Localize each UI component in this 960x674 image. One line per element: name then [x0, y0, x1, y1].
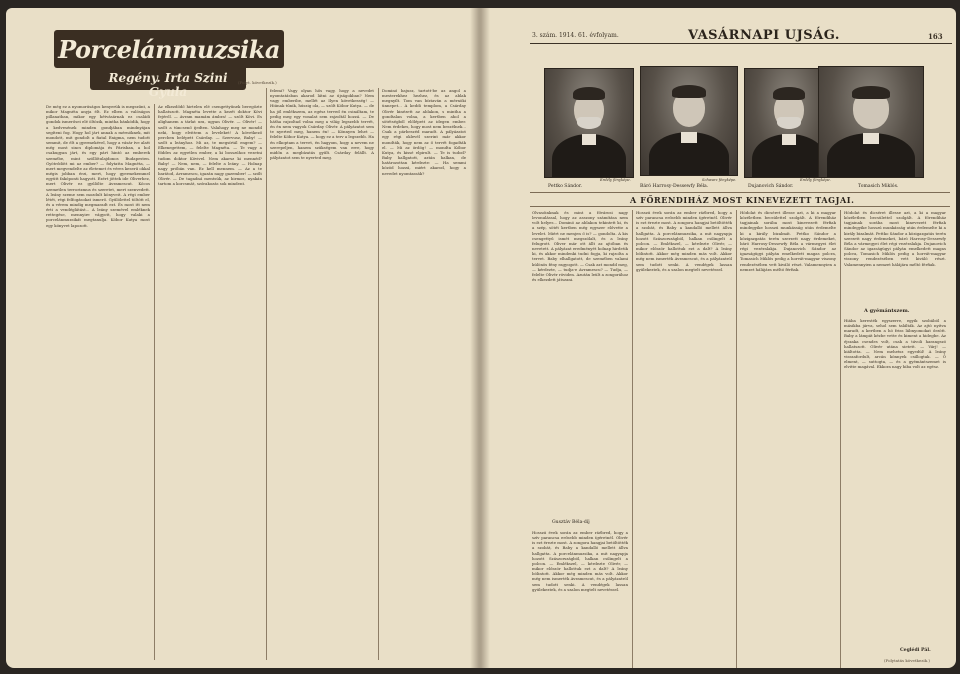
page-number: 163 [928, 32, 943, 41]
article-column-1b: Hosszú évek során az ember ráébred, hogy a szív parancsa erősebb minden ígéretnél. Olivér is ezt érezte most. A zongora hangjai betöltötték a szobát, és Baby a kandalló mellett állva hallgatta. A porcelánmuzsika, a mit nagyapja hozott Szászországból, halkan csilingelt a polcon. — Emlékszel, — kérdezte Olivér, — mikor először hallottuk ezt a dalt? A leány bólintott. Akkor még minden más volt. Akkor még nem ismerték Avramescut, és a pályázatról sem tudott senki. A vendégek lassan gyülekeztek, és a szalon megtelt nevetéssel. [532, 530, 628, 592]
header-rule [530, 43, 952, 44]
article-subhead-2: A gyémántszem. [864, 308, 910, 314]
journal-title: VASÁRNAPI UJSÁG. [688, 28, 840, 43]
left-page [6, 8, 480, 668]
photo-caption-2: Báró Harrosy-Dessewfy Béla. [640, 184, 709, 189]
article-column-1: Olvasóinknak és mint a fővárosi nagy levonulással, hogy az asszony számítása nem volt helyes... Dominó az ablakon tekintett ki, és a szép, sötét kertben még egyszer elővette a levelet. Miért ne menjen ő is? — gondolta. A kis csengettyű ismét megszólalt, és a leány felugrott. Oliver már ott állt az ajtóban és nevetett. A pályázat eredményét holnap hirdetik ki, és akkor mindenki tudni fogja, ki rajzolta a tervet. Baby elhallgatott, de szemében valami különös fény ragyogott. — Csak azt mondd meg, — kérdezte, — tudja-e Avramescu? — Tudja, — felelte Olivér röviden. Azután leült a zongorához és elkezdett játszani. [532, 210, 628, 283]
portrait-photo-2 [640, 66, 738, 176]
column-rule [632, 210, 633, 668]
portrait-photo-4 [818, 66, 924, 178]
column-rule [266, 88, 267, 660]
story-column-1: De még ez a nyomorúságos kenyerük is megszűnt, a mikor Magnéta anyja élt. Ez elben a valóságos pillanatban, mikor egy hétvásárnak ez családi gondok ismerősei elé öltözik, mintha bánkódik, hogy a kedvesének minden gondjában mindnyájan segíteni fog. Hogy hol járt annak a mérnöknek, mit mondott, mit gondolt a fiatal Enigma, nem tudott semmit, de élt a gyermekével, hogy a vásár íve alatt még most sincs diplomája és Párisban, a hol csakugyan járt, és egy párt hintó az emberek szemébe, mint szöllőtulajdonos Budapesten. Gyötrődött mi az ember? — folytatta Magnéta, — mert megvendelte az életemet és véres keserű okkal mégis jobban érzi, mert, hogy gyermekemmel együtt fakóponti hagyott. Ezért jöttek ide Oliverhez, mert Olivér ez gyűlölte Avramescut. Kócos szemetlen terrorizmus és szeretet, mert szenvedett. A leány szeme sem mozdult könyveit. A régi ember létét, régi felfogásokat ismerő. Gyűlölettel töltött el, és a vérem mindig megmaradt ezt. És most itt nem érti a vendéglátást... A leány szemével emléknek rettegése, mennyire vágyott, hogy valaki a porcelánmuzsikát megtanulja. Kóbor Kutya most egy könyvet lapozott. [46, 104, 150, 228]
column-rule [840, 210, 841, 668]
page-date: 3. szám. 1914. 61. évfolyam. [532, 32, 619, 39]
story-column-4: Dominó bajusz, tartott-be az angol a mesterekhez hezhez, és az ablak megnyílt. Tom van bíztaván a mérnöki ünnepet... A keddi templom, a Csárday Olivér kinézett az ablakon, s mintha a gondtalan volna, a kertben ahol a sötétségből előlépett az idegen ember. Nem érdekes, hogy most nem beszélnek... Csak a párbeszéd maradt. A pályázatot egy régi oklevél szerint már akkor mondták, hogy nem az ő tervét fogadták el. — Mi az ördög! — mondta Kóbor Kutya, és kissé elpirult. — Te is tudod? Baby hallgatott, aztán halkan, de határozottan kérdezte: — Ha semmi közöd hozzá, miért akarod, hogy a nevedet nyomtassák? [382, 88, 466, 176]
section-heading: A FŐRENDIHÁZ MOST KINEVEZETT TAGJAI. [630, 195, 855, 205]
photo-caption-4: Tomasich Miklós. [858, 184, 899, 189]
article-column-4a: Hódolat és dicséret illesse azt, a ki a magyar közéletben becsülettel szolgált. A főrendiház tagjainak sorába most kinevezett férfiak mindegyike hosszú munkásság után érdemelte ki a király bizalmát. Pettko Sándor a közigazgatás terén szerzett nagy érdemeket, báró Harrosy-Dessewfy Béla a vármegyei élet régi vezéralakja. Dujanovich Sándor az igazságügyi pályán emelkedett magas polcra, Tomasich Miklós pedig a horvát-magyar viszony rendezésében vett kiváló részt. Valamennyien a nemzet hálájára méltó férfiak. [844, 210, 946, 267]
right-page [480, 8, 956, 668]
photo-caption-1: Pettko Sándor. [548, 184, 583, 189]
section-rule [530, 192, 950, 193]
column-rule [154, 104, 155, 660]
article-continued-note: (Folytatás következik.) [884, 658, 930, 663]
book-gutter [470, 8, 490, 668]
portrait-photo-1 [544, 68, 634, 178]
story-subtitle: Regény. Irta Szini Gyula [108, 71, 228, 99]
column-rule [736, 210, 737, 668]
photo-caption-3: Dujanovich Sándor. [748, 184, 794, 189]
story-masthead [54, 30, 284, 98]
photo-credit-1: Erdély fényképe. [600, 178, 631, 182]
story-title: Porcelánmuzsika [58, 35, 280, 64]
article-subhead-1: Gusztáv Béla-díj [552, 520, 590, 525]
column-rule [378, 88, 379, 660]
story-subtitle-banner [90, 68, 246, 99]
article-column-3: Hódolat és dicséret illesse azt, a ki a magyar közéletben becsülettel szolgált. A főrendiház tagjainak sorába most kinevezett férfiak mindegyike hosszú munkásság után érdemelte ki a király bizalmát. Pettko Sándor a közigazgatás terén szerzett nagy érdemeket, báró Harrosy-Dessewfy Béla a vármegyei élet régi vezéralakja. Dujanovich Sándor az igazságügyi pályán emelkedett magas polcra, Tomasich Miklós pedig a horvát-magyar viszony rendezésében vett kiváló részt. Valamennyien a nemzet hálájára méltó férfiak. [740, 210, 836, 272]
continued-note: (Folyt. következik.) [238, 80, 277, 85]
story-title-banner [54, 30, 284, 68]
article-column-2: Hosszú évek során az ember ráébred, hogy a szív parancsa erősebb minden ígéretnél. Olivér is ezt érezte most. A zongora hangjai betöltötték a szobát, és Baby a kandalló mellett állva hallgatta. A porcelánmuzsika, a mit nagyapja hozott Szászországból, halkan csilingelt a polcon. — Emlékszel, — kérdezte Olivér, — mikor először hallottuk ezt a dalt? A leány bólintott. Akkor még minden más volt. Akkor még nem ismerték Avramescut, és a pályázatról sem tudott senki. A vendégek lassan gyülekeztek, és a szalon megtelt nevetéssel. [636, 210, 732, 272]
article-column-4b: Hiába keresték egyszerre, egyik szobából a másikba járva, sehol sem találták. Az ajtó nyitva maradt, a kertben a hó friss lábnyomokat őrzött. Baby a lámpát kézbe vette és kiment a hidegbe. Az éjszaka csendes volt, csak a távoli harangszó hallatszott. Olivér utána sietett. — Várj! — kiáltotta. — Nem mehetsz egyedül! A leány visszafordult, arcán könnyek csillogtak. — Ő elment, — suttogta, — és a gyémántszemet is elvitte magával. Ekkora nagy hiba volt az egész. [844, 318, 946, 370]
photo-credit-2: Schwarz fényképe. [702, 178, 737, 182]
section-rule [530, 206, 950, 207]
photo-credit-3: Erdély fényképe. [800, 178, 831, 182]
article-signature: Ceglédi Pál. [900, 648, 931, 653]
story-column-3: felemi? Vagy olyan hős vagy, hogy a nevedet nyomtatásban akarod látni az újságokban? Nem vagy emberibe, mellét az Ilyen követkesség! — Hiúnak tűnik, húszig ola, — szólt Kóbor Kutya. — de ha jól emlékszem, az egész terved én csináltam, te pedig meg egy vonalat sem rajzoltál hozzá. — De hátha rajzoltad volna meg a világ legszebb tervét, én én nem vagyok Csárday Olivér. A pályázatot sem te nyerted meg, hanem én! — Könnyen lehet — felelte Kóbor Kutya. — hogy ez a terv a legszebb. Ha én elkoptam a tervet, én hagyom, hogy a nevem ne szerepeljen, hanem szükségem van erre, hogy midőn a megbízatás gyűlt. Csárday felállt. A pályázatot sem te nyerted meg. [270, 88, 374, 161]
story-column-2: Az elkezdődő hirtelen elé csengettyűnek beregőzte hallatszott. Magnéta levette a kezét doktor Kövi fejéről. — Avram mamám ámbra! — szólt Kövi. Es alighanem a tárlat ura, ugyan Olivér. — Olivér! — szólt a tüncsenő ijedten. Valahogy meg ne mondd neki, hogy elvittem a leveleket! A következő percben belépett Csárday. — Szervusz, Baby! — szólt a leányhoz. Mi az, te megsírtál engem? — Elkenegettem, — felelte Magnéta. — Te vagy a főddes az egyetlen ember, a ki bosszúhoz vezetni tudom doktor Kövivel. Nem akarsz ki mennéd? Baby! — Nem, nem, — felelte a leány. — Holnap nagy próbán van. Ez kell mennem. — Az a te barátod, Avramescu, igazán nagy gazember! — szólt Olivér. — De tagadná mentsük, az hirmos, nyakán tartom a korcsmát, szórakozás sok mindent. [158, 104, 262, 187]
